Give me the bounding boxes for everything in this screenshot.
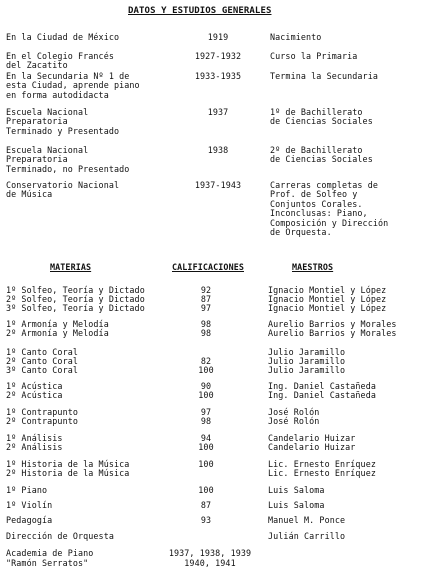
teacher-name: Manuel M. Ponce — [268, 515, 346, 525]
general-data-title: DATOS Y ESTUDIOS GENERALES — [128, 6, 272, 16]
general-description-line: de Ciencias Sociales — [270, 116, 373, 127]
general-place-line: Terminado y Presentado — [6, 125, 120, 136]
subject-grade: 87 — [200, 294, 212, 305]
general-description-line: Carreras completas de — [270, 180, 378, 190]
subject-grade: 87 — [200, 500, 212, 510]
subject-grade: 98 — [200, 416, 212, 427]
subject-name: 1º Contrapunto — [6, 407, 78, 417]
general-description-line: de Ciencias Sociales — [270, 154, 373, 165]
academy-years-line: 1937, 1938, 1939 — [168, 548, 252, 558]
academy-years-line: 1940, 1941 — [184, 557, 236, 568]
subject-grade: 100 — [198, 442, 214, 453]
teachers-header: MAESTROS — [292, 262, 334, 272]
teacher-name: Julio Jaramillo — [268, 356, 346, 367]
general-place-line: En la Secundaria Nº 1 de — [6, 71, 130, 81]
subject-name: 2º Solfeo, Teoría y Dictado — [6, 294, 145, 305]
teacher-name: Ignacio Montiel y López — [268, 303, 387, 314]
teacher-name: Lic. Ernesto Enríquez — [268, 468, 376, 479]
teacher-name: Candelario Huizar — [268, 442, 356, 453]
subject-name: Dirección de Orquesta — [6, 531, 114, 541]
subject-grade: 97 — [200, 407, 212, 417]
general-place-line: del Zacatito — [6, 60, 68, 71]
teacher-name: Lic. Ernesto Enríquez — [268, 459, 376, 469]
subject-name: 1º Solfeo, Teoría y Dictado — [6, 285, 145, 295]
subject-name: 2º Contrapunto — [6, 416, 78, 427]
general-description-line: Conjuntos Corales. — [270, 198, 363, 209]
general-description-line: Inconclusas: Piano, — [270, 208, 368, 219]
grades-header: CALIFICACIONES — [172, 262, 244, 272]
subject-grade: 100 — [198, 459, 214, 469]
teacher-name: Luis Saloma — [268, 485, 325, 495]
subject-name: 2º Acústica — [6, 390, 63, 401]
teacher-name: Ignacio Montiel y López — [268, 294, 387, 305]
subjects-header: MATERIAS — [50, 262, 92, 272]
general-description-line: Composición y Dirección — [270, 217, 389, 228]
subject-name: 1º Historia de la Música — [6, 459, 130, 469]
subject-grade: 100 — [198, 390, 214, 401]
subject-name: 3º Canto Coral — [6, 365, 78, 376]
subject-name: 2º Historia de la Música — [6, 468, 130, 479]
subject-grade: 94 — [200, 433, 212, 443]
subject-name: 1º Armonía y Melodía — [6, 319, 109, 329]
teacher-name: Julio Jaramillo — [268, 365, 346, 376]
general-years: 1937-1943 — [194, 180, 242, 190]
teacher-name: Aurelio Barrios y Morales — [268, 328, 397, 339]
subject-name: 2º Canto Coral — [6, 356, 78, 367]
general-place-line: Escuela Nacional — [6, 145, 89, 155]
teacher-name: Candelario Huizar — [268, 433, 356, 443]
subject-name: 3º Solfeo, Teoría y Dictado — [6, 303, 145, 314]
general-years: 1938 — [207, 145, 229, 155]
general-years: 1919 — [207, 32, 229, 42]
subject-grade: 90 — [200, 381, 212, 391]
subject-name: 1º Canto Coral — [6, 347, 78, 357]
general-place-line: de Música — [6, 189, 53, 200]
general-place-line: Conservatorio Nacional — [6, 180, 120, 190]
general-place-line: Escuela Nacional — [6, 107, 89, 117]
general-place-line: En la Ciudad de México — [6, 32, 120, 42]
general-years: 1927-1932 — [194, 51, 242, 61]
general-description-line: 1º de Bachillerato — [270, 107, 363, 117]
general-description-line: de Orquesta. — [270, 227, 332, 237]
general-description-line: Termina la Secundaria — [270, 71, 378, 81]
teacher-name: Aurelio Barrios y Morales — [268, 319, 397, 329]
general-description-line: 2º de Bachillerato — [270, 145, 363, 155]
teacher-name: José Rolón — [268, 407, 320, 417]
subject-name: 1º Violín — [6, 500, 53, 510]
teacher-name: Julián Carrillo — [268, 531, 346, 541]
subject-grade: 98 — [200, 328, 212, 339]
academy-name-line: Academia de Piano — [6, 548, 94, 558]
teacher-name: José Rolón — [268, 416, 320, 427]
subject-name: 2º Armonía y Melodía — [6, 328, 109, 339]
teacher-name: Julio Jaramillo — [268, 347, 346, 357]
general-place-line: En el Colegio Francés — [6, 51, 114, 61]
subject-grade: 97 — [200, 303, 212, 314]
general-place-line: Preparatoria — [6, 116, 68, 127]
subject-name: 2º Análisis — [6, 442, 63, 453]
general-description-line: Curso la Primaria — [270, 51, 358, 61]
subject-name: 1º Análisis — [6, 433, 63, 443]
subject-grade: 100 — [198, 365, 214, 376]
subject-grade: 93 — [200, 515, 212, 525]
general-description-line: Prof. de Solfeo y — [270, 189, 358, 200]
subject-name: 1º Piano — [6, 485, 48, 495]
general-place-line: en forma autodidacta — [6, 89, 109, 100]
subject-grade: 100 — [198, 485, 214, 495]
general-years: 1937 — [207, 107, 229, 117]
teacher-name: Ing. Daniel Castañeda — [268, 390, 376, 401]
general-place-line: Terminado, no Presentado — [6, 163, 130, 174]
subject-name: Pedagogía — [6, 515, 53, 525]
teacher-name: Ing. Daniel Castañeda — [268, 381, 376, 391]
general-years: 1933-1935 — [194, 71, 242, 81]
subject-name: 1º Acústica — [6, 381, 63, 391]
academy-name-line: "Ramón Serratos" — [6, 557, 89, 568]
teacher-name: Luis Saloma — [268, 500, 325, 510]
general-place-line: Preparatoria — [6, 154, 68, 165]
teacher-name: Ignacio Montiel y López — [268, 285, 387, 295]
subject-grade: 92 — [200, 285, 212, 295]
general-description-line: Nacimiento — [270, 32, 322, 42]
general-place-line: esta Ciudad, aprende piano — [6, 80, 140, 91]
subject-grade: 82 — [200, 356, 212, 367]
subject-grade: 98 — [200, 319, 212, 329]
